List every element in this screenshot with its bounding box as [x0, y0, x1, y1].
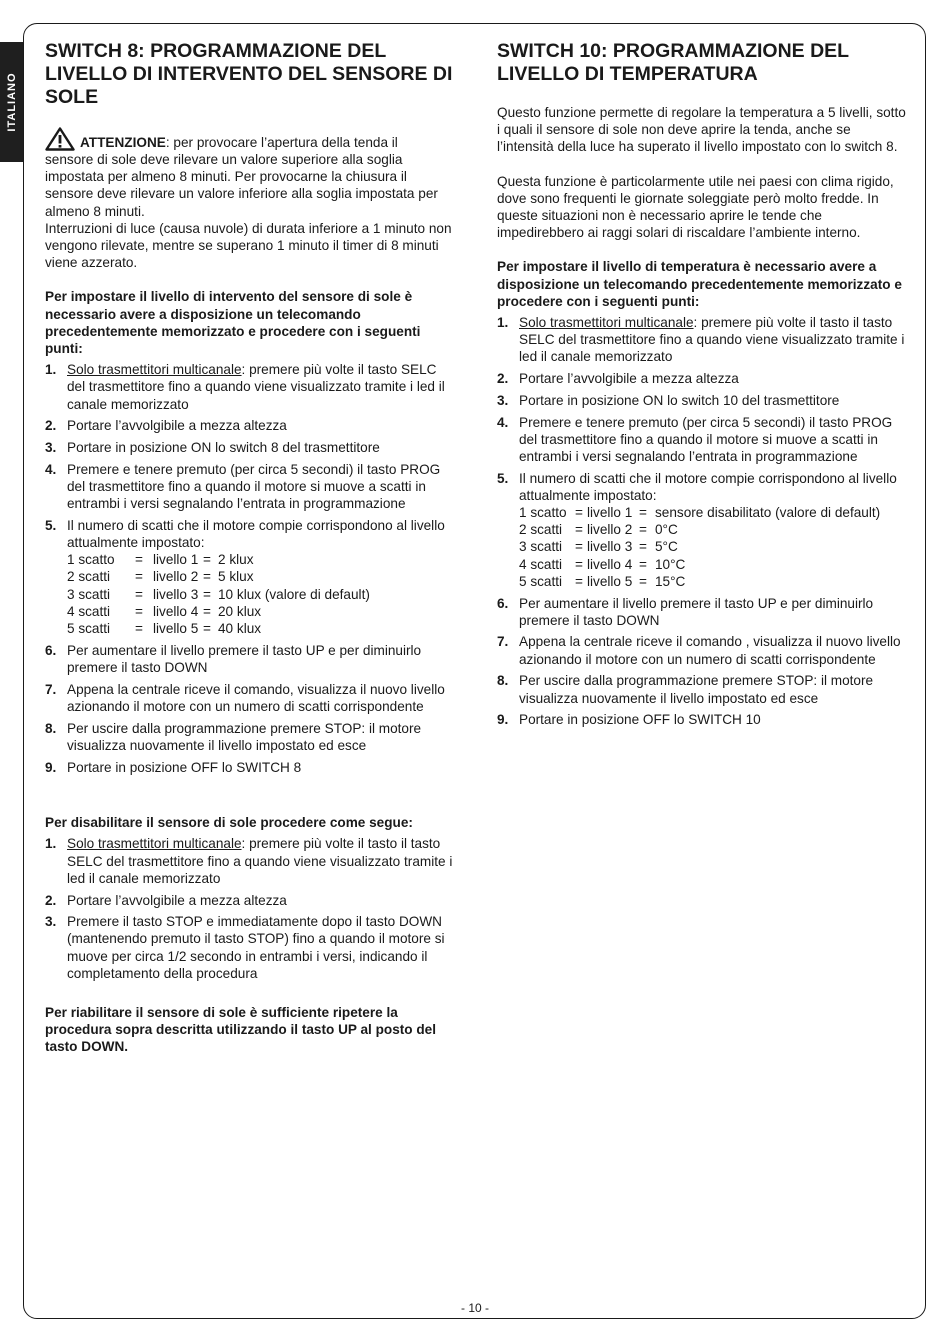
table-row: 1 scatto = livello 1 = sensore disabilitato (valore di default)	[519, 505, 881, 521]
disable-heading: Per disabilitare il sensore di sole procedere come segue:	[45, 815, 413, 831]
list-item: 1. Solo trasmettitori multicanale: premere più volte il tasto SELC del trasmettitore fino a quando viene visualizzato tramite i led il canale memorizzato	[45, 362, 445, 412]
table-row: 3 scatti = livello 3 = 5°C	[519, 539, 678, 555]
warning-triangle-icon	[45, 127, 75, 151]
warning-label: ATTENZIONE	[80, 134, 166, 150]
list-item: 1. Solo trasmettitori multicanale: premere più volte il tasto il tasto SELC del trasmettitore fino a quando viene visualizzato tramite i led il canale memorizzato	[497, 315, 905, 365]
list-item: 8. Per uscire dalla programmazione premere STOP: il motore visualizza nuovamente il livello impostato ed esce	[497, 673, 874, 706]
list-item: 6. Per aumentare il livello premere il tasto UP e per diminuirlo premere il tasto DOWN	[497, 595, 874, 628]
left-section-title: SWITCH 8: PROGRAMMAZIONE DEL LIVELLO DI INTERVENTO DEL SENSORE DI SOLE	[45, 40, 453, 108]
table-row: 2 scatti = livello 2 = 0°C	[519, 522, 678, 538]
list-item: 9. Portare in posizione OFF lo SWITCH 10	[497, 712, 761, 728]
list-item: 2. Portare l’avvolgibile a mezza altezza	[45, 892, 287, 908]
list-item: 5. Il numero di scatti che il motore compie corrispondono al livello attualmente impostato: 1 scatto = livello 1 = sensore disabilitato (valore di default) 2 scatti = livello 2 = 0°C 3 scatti = livello 3 = 5°C 4 scatti = livello 4 = 10°C 5 scatti = livello 5 = 15°C	[497, 470, 897, 589]
list-item: 7. Appena la centrale riceve il comando, visualizza il nuovo livello azionando il motore con un numero di scatti corrispondente	[45, 681, 445, 714]
table-row: 4 scatti = livello 4 = 20 klux	[67, 603, 262, 619]
list-item: 8. Per uscire dalla programmazione premere STOP: il motore visualizza nuovamente il livello impostato ed esce	[45, 720, 422, 753]
page-number: - 10 -	[460, 1301, 489, 1315]
warning-text-first: : per provocare l’apertura della tenda il	[165, 134, 398, 150]
sun-level-table	[67, 551, 370, 637]
list-item: 5. Il numero di scatti che il motore compie corrispondono al livello attualmente impostato: 1 scatto = livello 1 = 2 klux 2 scatti = livello 2 = 5 klux 3 scatti = livello 3 = 10 klux (valore di default) 4 scatti = livello 4 = 20 klux 5 scatti = livello 5 = 40 klux	[45, 517, 445, 637]
list-item: 1. Solo trasmettitori multicanale: premere più volte il tasto il tasto SELC del trasmettitore fino a quando viene visualizzato tramite i led il canale memorizzato	[45, 836, 453, 886]
list-item: 4. Premere e tenere premuto (per circa 5 secondi) il tasto PROG del trasmettitore fino a quando il motore si muove a scatti in entrambi i versi segnalando l’entrata in programmazione	[497, 414, 893, 464]
table-row: 1 scatto = livello 1 = 2 klux	[67, 552, 254, 568]
table-row: 5 scatti = livello 5 = 40 klux	[67, 621, 262, 637]
table-row: 2 scatti = livello 2 = 5 klux	[67, 569, 254, 585]
right-column	[497, 40, 909, 733]
right-steps-list	[497, 314, 909, 728]
left-steps-list	[45, 361, 457, 775]
list-item: 3. Portare in posizione ON lo switch 8 del trasmettitore	[45, 440, 380, 456]
disable-steps-list	[45, 835, 457, 982]
list-item: 6. Per aumentare il livello premere il tasto UP e per diminuirlo premere il tasto DOWN	[45, 642, 422, 675]
language-tab-label: ITALIANO	[5, 72, 18, 132]
right-section-title: SWITCH 10: PROGRAMMAZIONE DEL LIVELLO DI TEMPERATURA	[497, 40, 849, 85]
language-tab	[0, 42, 23, 162]
warning-text: sensore di sole deve rilevare un valore superiore alla soglia impostata per almeno 8 minuti. Per provocarne la chiusura il sensore deve rilevare un valore inferiore alla soglia impostata per almeno 8 minuti.	[45, 152, 438, 219]
warning-line	[45, 127, 457, 151]
table-row: 3 scatti = livello 3 = 10 klux (valore di default)	[67, 586, 370, 602]
list-item: 4. Premere e tenere premuto (per circa 5 secondi) il tasto PROG del trasmettitore fino a quando il motore si muove a scatti in entrambi i versi segnalando l’entrata in programmazione	[45, 461, 441, 512]
list-item: 2. Portare l’avvolgibile a mezza altezza	[45, 418, 287, 434]
table-row: 5 scatti = livello 5 = 15°C	[519, 573, 686, 589]
right-setup-heading: Per impostare il livello di temperatura è necessario avere a disposizione un telecomando precedentemente memorizzato e procedere con i seguenti punti:	[497, 259, 902, 309]
interruption-text: Interruzioni di luce (causa nuvole) di durata inferiore a 1 minuto non vengono rilevate, mentre se superano 1 minuto il timer di 8 minuti viene azzerato.	[45, 220, 452, 271]
table-row: 4 scatti = livello 4 = 10°C	[519, 556, 686, 572]
list-item: 2. Portare l’avvolgibile a mezza altezza	[497, 371, 739, 387]
list-item: 3. Portare in posizione ON lo switch 10 del trasmettitore	[497, 392, 840, 408]
right-intro-2: Questa funzione è particolarmente utile nei paesi con clima rigido, dove sono frequenti le giornate soleggiate però molto fredde. In queste situazioni non è necessario aprire le tende che impedirebbero ai raggi solari di riscaldare l’ambiente interno.	[497, 173, 894, 241]
left-column	[45, 40, 457, 1055]
right-intro-1: Questo funzione permette di regolare la temperatura a 5 livelli, sotto i quali il sensore di sole non deve aprire la tenda, anche se l’intensità della luce ha superato il livello impostato con lo switch 8.	[497, 105, 906, 155]
list-item: 9. Portare in posizione OFF lo SWITCH 8	[45, 759, 302, 775]
list-item: 3. Premere il tasto STOP e immediatamente dopo il tasto DOWN (mantenendo premuto il tasto STOP) fino a quando il motore si muove per circa 1/2 secondo in entrambi i versi, indicando il completamento della procedura	[45, 914, 445, 981]
reenable-text: Per riabilitare il sensore di sole è sufficiente ripetere la procedura sopra descritta utilizzando il tasto UP al posto del tasto DOWN.	[45, 1004, 437, 1054]
list-item: 7. Appena la centrale riceve il comando , visualizza il nuovo livello azionando il motore con un numero di scatti corrispondente	[497, 634, 901, 667]
temperature-level-table	[519, 504, 880, 590]
left-setup-heading: Per impostare il livello di intervento del sensore di sole è necessario avere a disposizione un telecomando precedentemente memorizzato e procedere con i seguenti punti:	[45, 289, 421, 357]
